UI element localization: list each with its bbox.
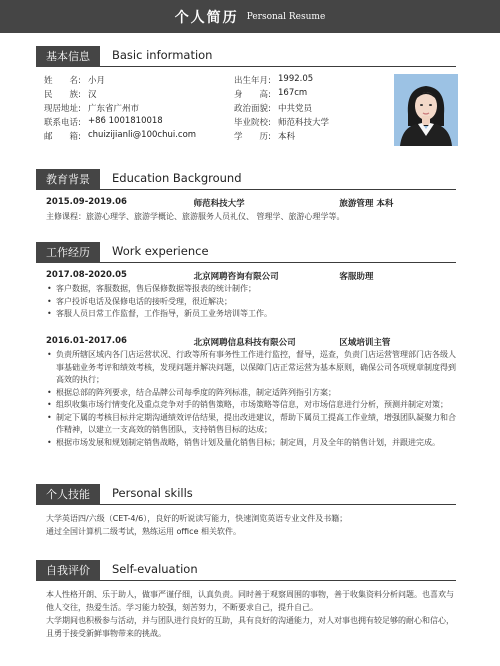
info-row	[44, 74, 384, 88]
info-value: 师范科技大学	[278, 118, 330, 128]
portrait-illustration	[394, 74, 458, 146]
entry-period: 2016.01-2017.06	[46, 336, 127, 346]
basic-info-grid	[44, 74, 384, 144]
info-value: 1992.05	[278, 74, 314, 84]
info-label: 邮 箱:	[44, 132, 81, 142]
info-label: 毕业院校:	[234, 118, 271, 128]
list-item: • 负责所辖区域内各门店运营状况、行政等所有事务性工作进行监控，督导，巡查，负责门店运营管理部门店各级人事基础业务考评和绩效考核，发现问题并解决问题，以保障门店正常运营为基本原则，确保公司各项规章制度得到高效的执行；	[46, 349, 456, 387]
evaluation-paragraph: 本人性格开朗、乐于助人，做事严谨仔细，认真负责。同时善于观察周围的事物，善于收集资料分析问题。也喜欢与他人交往，热爱生活。学习能力较强，刻苦努力，不断要求自己，提升自己。	[46, 590, 454, 612]
entry-period: 2015.09-2019.06	[46, 197, 127, 207]
list-item: • 根据总部的阵列要求，结合品牌公司每季度的阵列标准，制定适阵列指引方案；	[46, 387, 456, 400]
entry-major: 旅游管理 本科	[339, 199, 394, 209]
self-evaluation-section	[36, 560, 456, 638]
section-header	[36, 46, 456, 67]
header-title-cn: 个人简历	[174, 9, 239, 26]
info-value: 本科	[278, 132, 296, 142]
job-entry	[46, 336, 456, 449]
skills-section	[36, 484, 456, 536]
entry-school: 师范科技大学	[193, 199, 245, 209]
list-item: • 制定下属的考核目标并定期沟通绩效评估结果，提出改进建议，帮助下属员工提高工作业绩，增强团队凝聚力和合作精神，以建立一支高效的销售团队，支持销售目标的达成；	[46, 412, 456, 437]
section-title-en: Personal skills	[112, 486, 193, 500]
info-label: 政治面貌:	[234, 104, 271, 114]
info-row	[44, 102, 384, 116]
entry-position: 区域培训主管	[339, 338, 391, 348]
section-tab: 自我评价	[36, 560, 100, 581]
education-section	[36, 169, 456, 221]
entry-position: 客服助理	[339, 272, 374, 282]
section-tab: 教育背景	[36, 169, 100, 190]
info-label: 民 族:	[44, 90, 81, 100]
info-value: 167cm	[278, 88, 308, 98]
section-header	[36, 560, 456, 581]
info-label: 身 高:	[234, 90, 271, 100]
info-value: +86 1001810018	[88, 116, 163, 126]
info-label: 联系电话:	[44, 118, 81, 128]
skills-text	[46, 512, 456, 538]
info-label: 姓 名:	[44, 76, 81, 86]
resume-header	[0, 0, 500, 33]
section-header	[36, 169, 456, 190]
section-header	[36, 484, 456, 505]
info-value: 广东省广州市	[88, 104, 140, 114]
info-label: 现居地址:	[44, 104, 81, 114]
info-row	[44, 116, 384, 130]
list-item: • 组织收集市场行情变化及重点竞争对手的销售策略，市场策略等信息，对市场信息进行分析，预测并制定对策；	[46, 399, 456, 412]
section-title-en: Self-evaluation	[112, 562, 198, 576]
evaluation-paragraph: 大学期间也积极参与活动，并与团队进行良好的互助，具有良好的沟通能力，对人对事也拥有较足够的耐心和信心，且勇于接受新鲜事物带来的挑战。	[46, 616, 454, 638]
section-tab: 个人技能	[36, 484, 100, 505]
header-title-en: Personal Resume	[246, 11, 326, 22]
info-row	[44, 88, 384, 102]
list-item: • 客户数据，客服数据，售后保修数据等报表的统计制作；	[46, 283, 456, 296]
entry-courses: 主修课程：旅游心理学、旅游学概论、旅游服务人员礼仪、 管理学、旅游心理学等。	[46, 212, 345, 221]
basic-info-section	[36, 46, 456, 142]
profile-photo	[394, 74, 458, 146]
section-tab: 基本信息	[36, 46, 100, 67]
info-value: chuizijianli@100chui.com	[88, 130, 197, 140]
entry-heading	[46, 336, 456, 349]
section-title-en: Basic information	[112, 48, 213, 62]
list-item: • 客服人员日常工作监督，工作指导，新员工业务培训等工作。	[46, 308, 456, 321]
job-entry	[46, 270, 456, 321]
list-item: • 客户投诉电话及保修电话的接听受理，很近解决；	[46, 296, 456, 309]
entry-company: 北京网聘咨询有限公司	[193, 272, 279, 282]
entry-heading	[46, 270, 456, 283]
self-evaluation-text	[46, 588, 456, 640]
education-entry	[46, 197, 456, 223]
list-item: • 根据市场发展和规划制定销售战略，销售计划及量化销售目标；制定周，月及全年的销售计划，并跟进完成。	[46, 437, 456, 450]
section-header	[36, 242, 456, 263]
info-value: 小月	[88, 76, 106, 86]
info-value: 中共党员	[278, 104, 313, 114]
skill-line: 通过全国计算机二级考试，熟练运用 office 相关软件。	[46, 527, 242, 536]
entry-company: 北京网聘信息科技有限公司	[193, 338, 296, 348]
info-label: 出生年月:	[234, 76, 271, 86]
entry-heading	[46, 197, 456, 210]
section-title-en: Work experience	[112, 244, 209, 258]
info-label: 学 历:	[234, 132, 271, 142]
section-title-en: Education Background	[112, 171, 242, 185]
info-row	[44, 130, 384, 144]
section-tab: 工作经历	[36, 242, 100, 263]
experience-section	[36, 242, 456, 447]
skill-line: 大学英语四/六级（CET-4/6），良好的听说读写能力，快速浏览英语专业文件及书籍；	[46, 514, 348, 523]
entry-period: 2017.08-2020.05	[46, 270, 127, 280]
info-value: 汉	[88, 90, 97, 100]
